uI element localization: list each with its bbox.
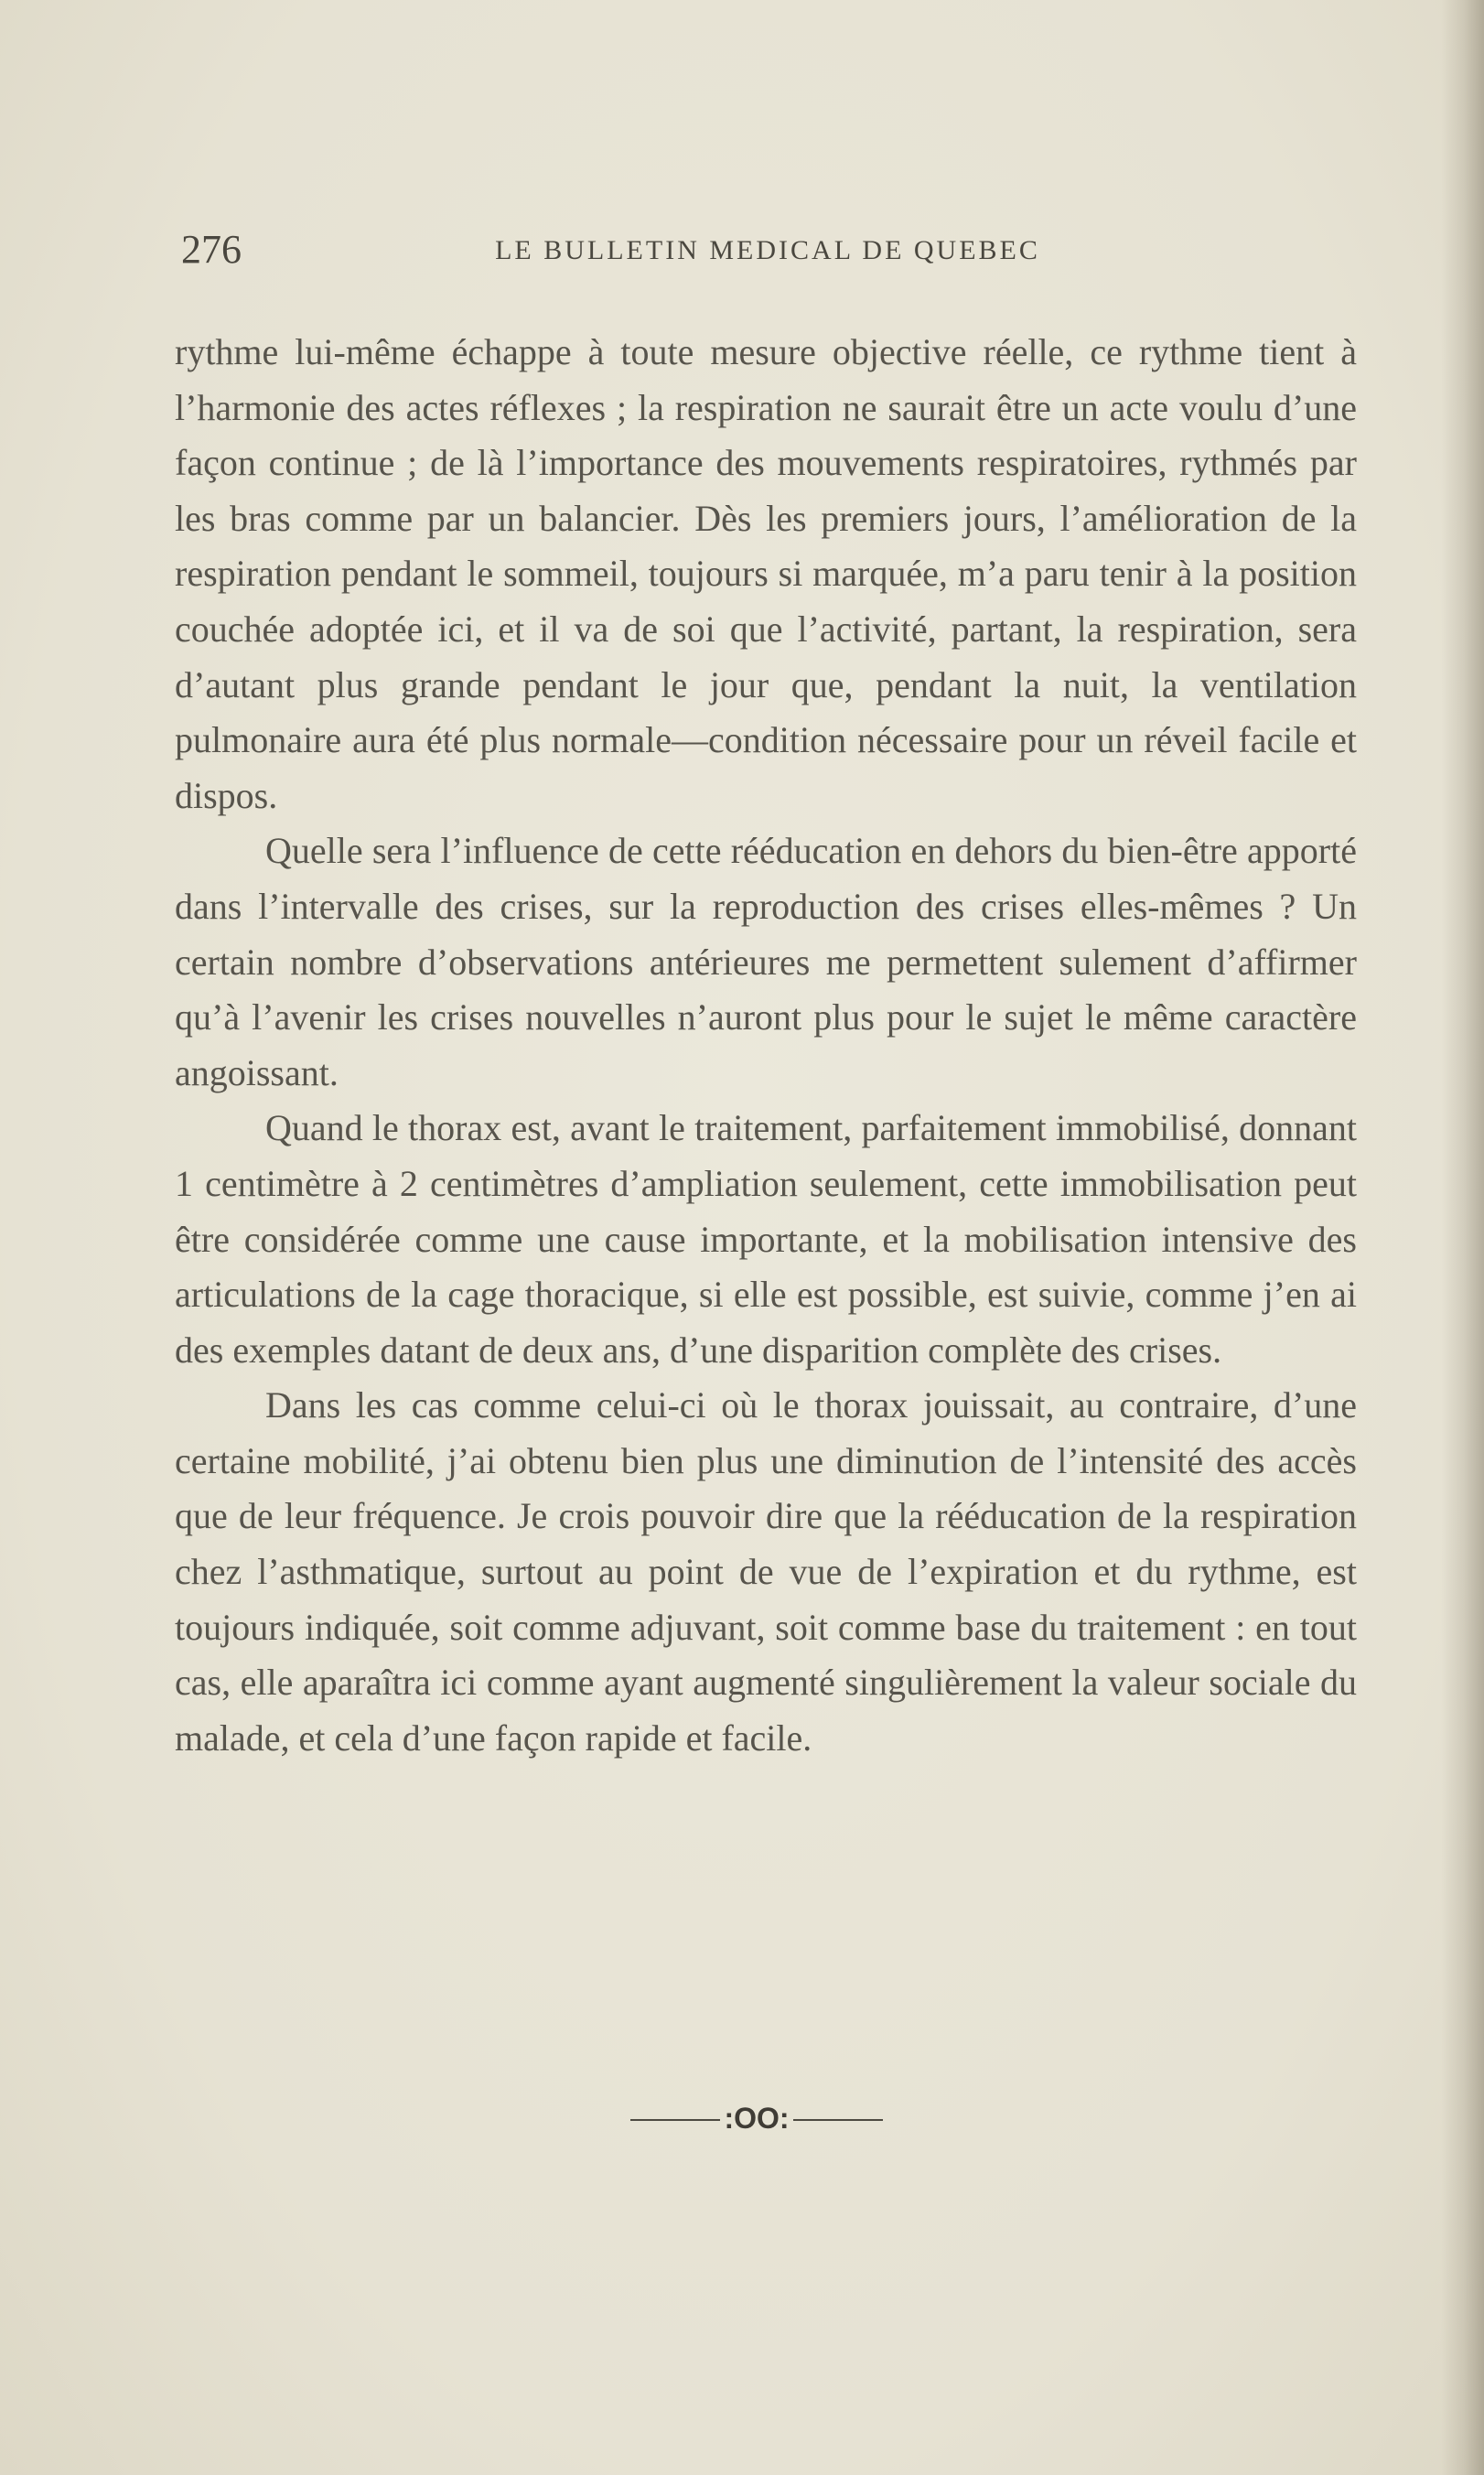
section-separator <box>630 2098 883 2135</box>
separator-ornament: :OO: <box>724 2102 790 2135</box>
separator-rule-right <box>793 2119 883 2121</box>
paragraph: Dans les cas comme celui-ci où le thorax jouissait, au contraire, d’une certaine mobilité, j’ai obtenu bien plus une diminution de l’intensité des accès que de leur fréquence. Je crois pouvoir dire que la rééducation de la respiration chez l’asthmatique, surtout au point de vue de l’expiration et du rythme, est toujours indiquée, soit comme adjuvant, soit comme base du traitement : en tout cas, elle aparaîtra ici comme ayant augmenté singulièrement la valeur sociale du malade, et cela d’une façon rapide et facile. <box>175 1384 1357 1759</box>
paragraph: Quelle sera l’influence de cette rééducation en dehors du bien-être apporté dans l’intervalle des crises, sur la reproduction des crises elles-mêmes ? Un certain nombre d’observations antérieures me permettent sulement d’affirmer qu’à l’avenir les crises nouvelles n’auront plus pour le sujet le même caractère angoissant. <box>175 830 1357 1093</box>
paragraph: Quand le thorax est, avant le traitement, parfaitement immobilisé, donnant 1 centimètre à 2 centimètres d’ampliation seulement, cette immobilisation peut être considérée comme une cause importante, et la mobilisation intensive des articulations de la cage thoracique, si elle est possible, est suivie, comme j’en ai des exemples datant de deux ans, d’une disparition complète des crises. <box>175 1107 1357 1371</box>
page-number: 276 <box>181 227 242 272</box>
separator-rule-left <box>630 2119 720 2121</box>
paragraph-continued: rythme lui-même échappe à toute mesure objective réelle, ce rythme tient à l’harmonie des actes réflexes ; la respiration ne saurait être un acte voulu d’une façon continue ; de là l’importance des mouvements respiratoires, rythmés par les bras comme par un balancier. Dès les premiers jours, l’amélioration de la respiration pendant le sommeil, toujours si marquée, m’a paru tenir à la position couchée adoptée ici, et il va de soi que l’activité, partant, la respiration, sera d’autant plus grande pendant le jour que, pendant la nuit, la ventilation pulmonaire aura été plus normale—condition nécessaire pour un réveil facile et dispos. <box>175 331 1357 816</box>
running-header <box>181 227 1354 273</box>
article-body <box>175 325 1357 1766</box>
running-title: LE BULLETIN MEDICAL DE QUEBEC <box>495 235 1040 265</box>
